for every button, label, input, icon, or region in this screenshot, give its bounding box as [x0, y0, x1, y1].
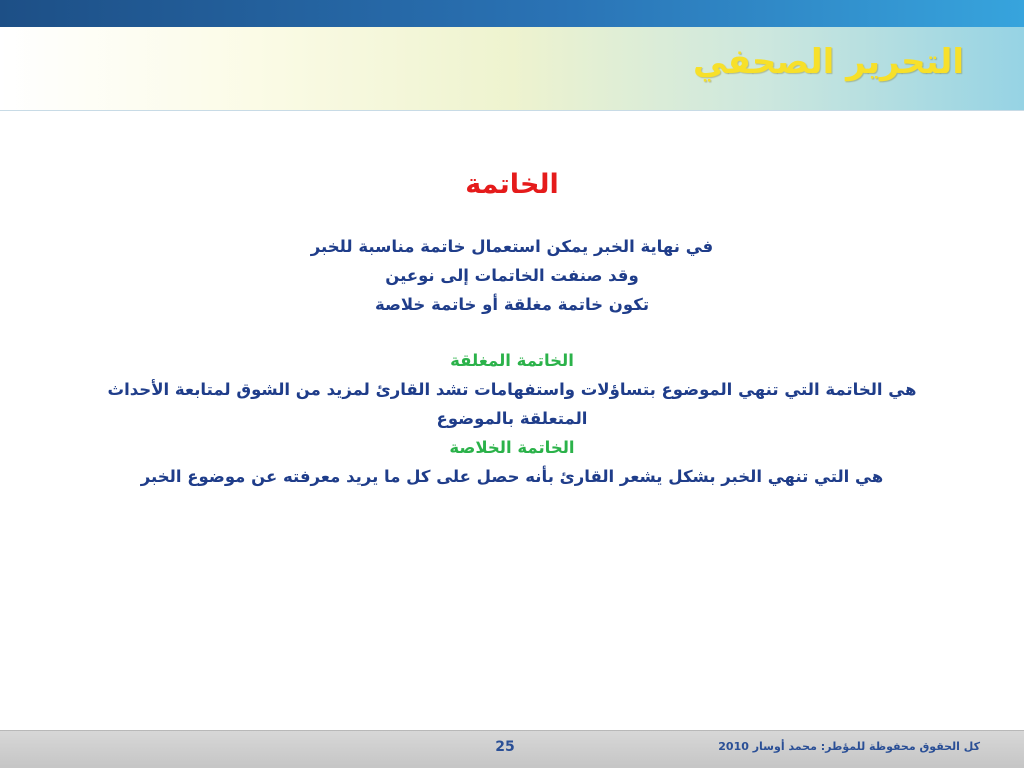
top-decorative-bar: [0, 0, 1024, 27]
slide-title: التحرير الصحفي: [692, 42, 964, 82]
closed-conclusion-title: الخاتمة المغلقة: [450, 351, 574, 370]
closed-conclusion-desc-line-1: هي الخاتمة التي تنهي الموضوع بتساؤلات واستفهامات تشد القارئ لمزيد من الشوق لمتابعة الأحداث: [107, 380, 917, 399]
closed-conclusion-desc-line-2: المتعلقة بالموضوع: [436, 409, 588, 428]
summary-conclusion-title: الخاتمة الخلاصة: [449, 438, 575, 457]
copyright-notice: كل الحقوق محفوظة للمؤطر: محمد أوسار 2010: [718, 740, 980, 753]
intro-line-1: في نهاية الخبر يمكن استعمال خاتمة مناسبة للخبر: [310, 237, 714, 256]
page-number: 25: [495, 739, 515, 755]
section-heading: الخاتمة: [465, 169, 559, 200]
footer-bar: [0, 730, 1024, 768]
summary-conclusion-desc: هي التي تنهي الخبر بشكل يشعر القارئ بأنه حصل على كل ما يريد معرفته عن موضوع الخبر: [140, 467, 884, 486]
intro-line-2: وقد صنفت الخاتمات إلى نوعين: [385, 266, 639, 285]
intro-line-3: تكون خاتمة مغلقة أو خاتمة خلاصة: [374, 295, 650, 314]
slide-content: [40, 160, 984, 491]
spacer: [40, 319, 984, 346]
